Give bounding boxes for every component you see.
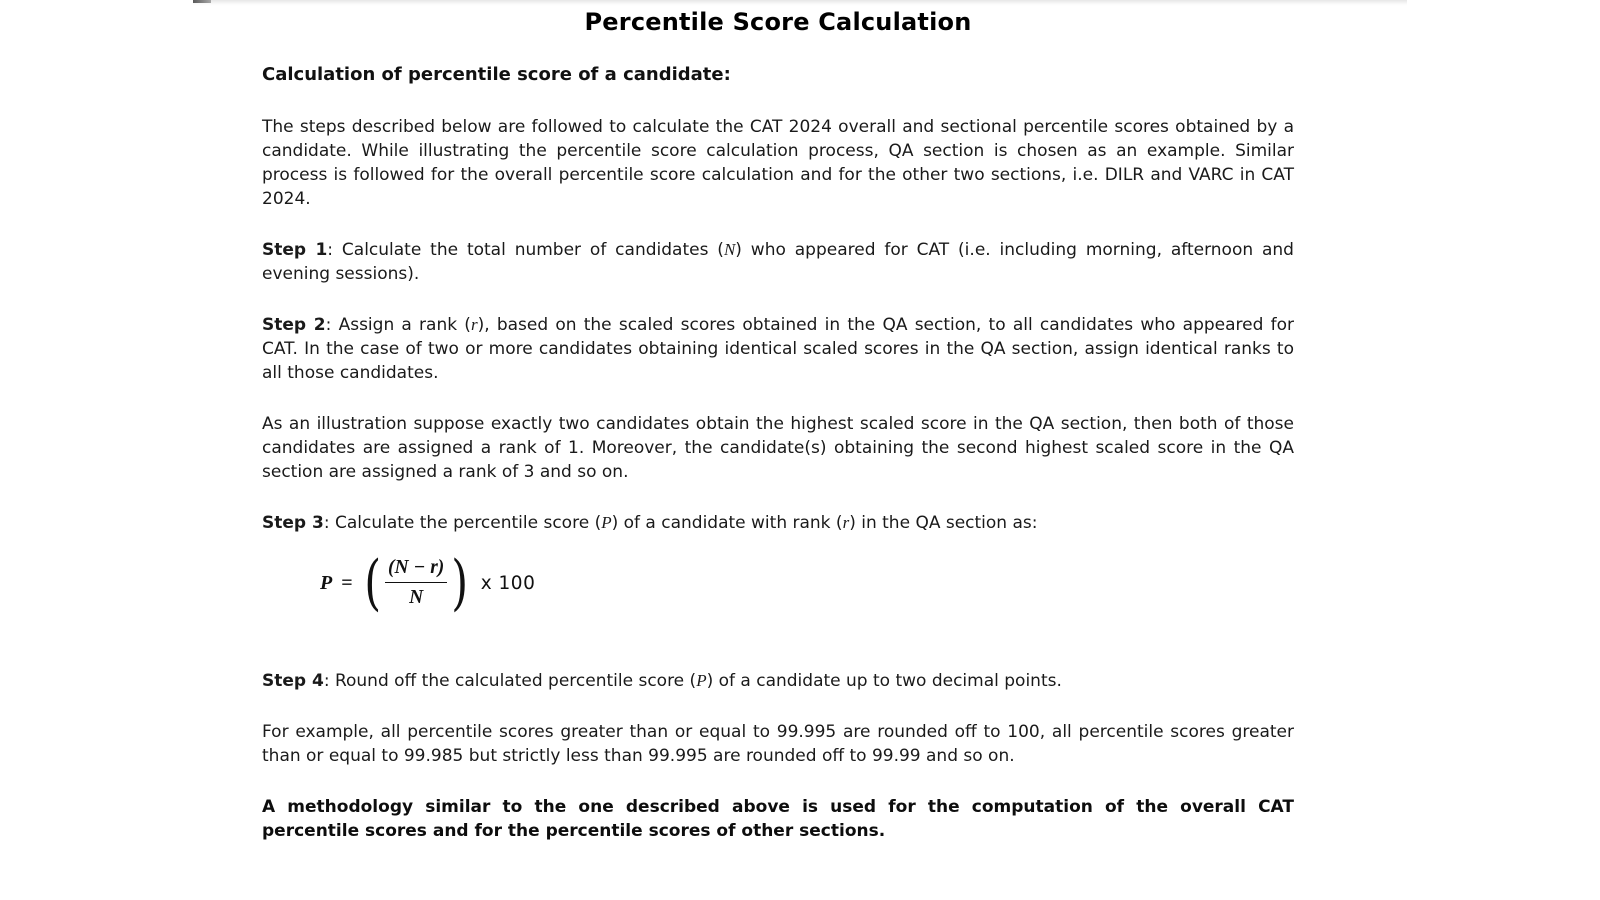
text-run: For example, all percentile scores greater than or equal to 99.995 are rounded off to 100, all percentile scores greater than or equal to 99.985 but strictly less than 99.995 are rounded off to 99.99 and so on. bbox=[262, 722, 1294, 766]
intro-paragraph bbox=[262, 115, 1294, 211]
formula-equals-sign: = bbox=[341, 571, 353, 594]
formula-fraction bbox=[385, 556, 447, 610]
text-run: : Assign a rank ( bbox=[325, 315, 471, 335]
step-1-paragraph bbox=[262, 238, 1294, 286]
page-top-corner bbox=[193, 0, 211, 3]
text-run: : Calculate the percentile score ( bbox=[323, 513, 602, 533]
text-run: Step 3 bbox=[262, 513, 324, 533]
fraction-numerator: (N − r) bbox=[385, 556, 447, 583]
formula-multiplier: x 100 bbox=[480, 572, 536, 594]
section-heading: Calculation of percentile score of a candidate: bbox=[262, 64, 731, 85]
formula-lhs-variable: P bbox=[320, 571, 333, 594]
text-run: : Round off the calculated percentile score ( bbox=[323, 671, 697, 691]
text-run: Step 1 bbox=[262, 240, 328, 260]
text-run: Step 2 bbox=[262, 315, 326, 335]
text-run: ) of a candidate with rank ( bbox=[611, 513, 843, 533]
step-4-paragraph bbox=[262, 669, 1294, 693]
percentile-formula bbox=[320, 548, 1294, 618]
text-run: P bbox=[601, 513, 612, 532]
text-run: ) who appeared for CAT (i.e. including morning, afternoon and evening sessions). bbox=[262, 240, 1294, 284]
illustration-paragraph bbox=[262, 412, 1294, 484]
text-run: ), based on the scaled scores obtained in the QA section, to all candidates who appeared for CAT. In the case of two or more candidates obtaining identical scaled scores in the QA section, assign identical ranks to all those candidates. bbox=[262, 315, 1294, 383]
formula-close-paren: ) bbox=[451, 548, 469, 618]
text-run: As an illustration suppose exactly two candidates obtain the highest scaled score in the QA section, then both of those candidates are assigned a rank of 1. Moreover, the candidate(s) obtaining the second highest scaled score in the QA section are assigned a rank of 3 and so on. bbox=[262, 414, 1294, 482]
methodology-note-paragraph bbox=[262, 795, 1294, 843]
step-2-paragraph bbox=[262, 313, 1294, 385]
rounding-example-paragraph bbox=[262, 720, 1294, 768]
document-title: Percentile Score Calculation bbox=[584, 8, 972, 36]
step-3-paragraph bbox=[262, 511, 1294, 535]
text-run: r bbox=[842, 513, 850, 532]
formula-open-paren: ( bbox=[363, 548, 381, 618]
text-run: : Calculate the total number of candidates ( bbox=[327, 240, 724, 260]
text-run: A methodology similar to the one described above is used for the computation of the overall CAT percentile scores and for the percentile scores of other sections. bbox=[262, 797, 1294, 841]
text-run: Step 4 bbox=[262, 671, 324, 691]
text-run: N bbox=[723, 240, 736, 259]
fraction-denominator: N bbox=[409, 587, 424, 608]
text-run: ) of a candidate up to two decimal points. bbox=[706, 671, 1062, 691]
text-run: r bbox=[470, 315, 478, 334]
document-content bbox=[262, 0, 1294, 870]
text-run: P bbox=[696, 671, 707, 690]
text-run: The steps described below are followed to calculate the CAT 2024 overall and sectional percentile scores obtained by a candidate. While illustrating the percentile score calculation process, QA section is chosen as an example. Similar process is followed for the overall percentile score calculation and for the other two sections, i.e. DILR and VARC in CAT 2024. bbox=[262, 117, 1294, 209]
text-run: ) in the QA section as: bbox=[849, 513, 1038, 533]
